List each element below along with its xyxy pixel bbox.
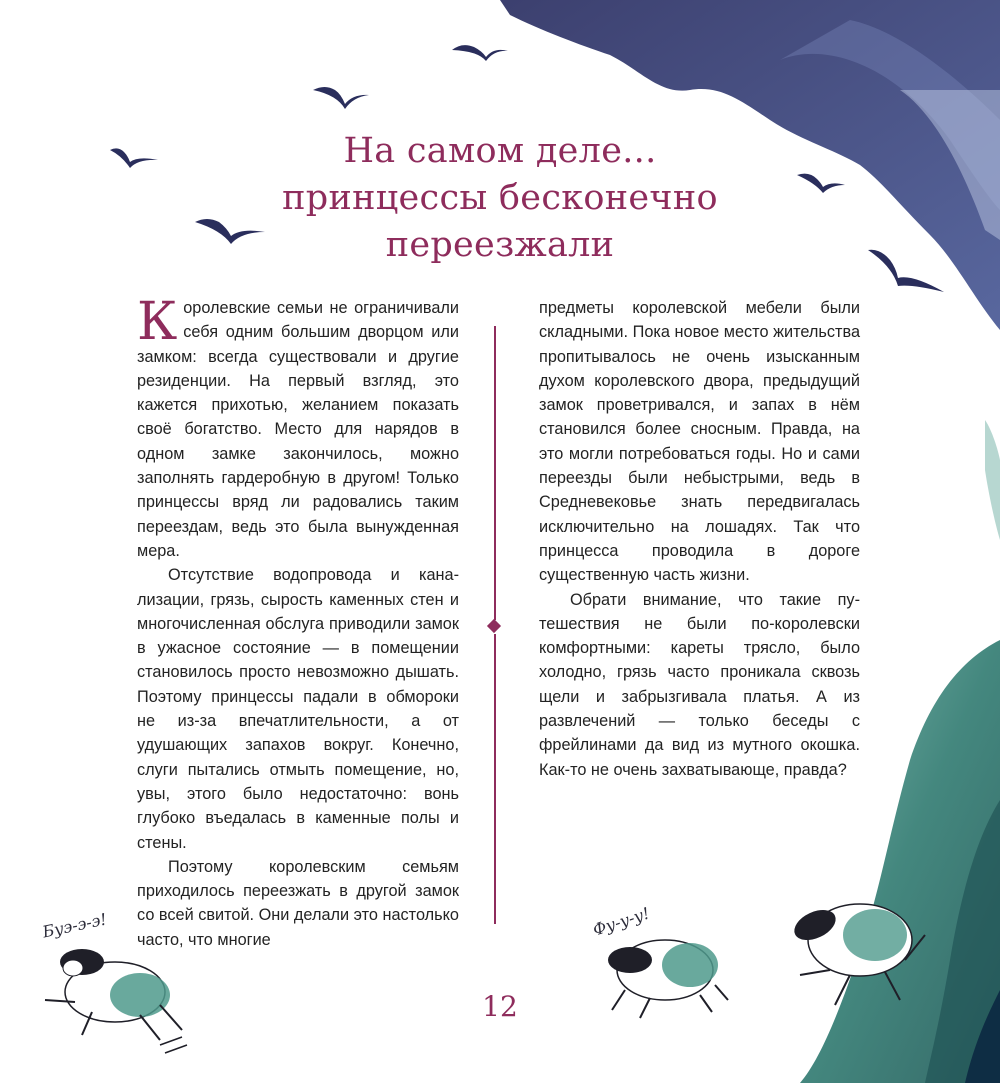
page-title [250,128,750,269]
left-text-column [137,292,459,952]
paragraph: предметы королевской мебели были складными. Пока новое место жительства пропитывалось не очень изысканным духом королевского двора, предыдущий замок проветривался, и запах в нём становился более сносным. Правда, на это могли потребоваться годы. Но и сами переезды были небыстрыми, ведь в Средневековье знать передвигалась исключительно на лошадях. Так что принцесса проводила в дороге существенную часть жизни. [539,299,860,585]
title-line-1: На самом деле... [343,131,657,171]
sheep-right-illustration [608,940,728,1018]
paragraph: Отсутствие водопровода и канализации, грязь, сырость каменных стен и многочисленная обслуга приводили замок в ужасное состояние — в помещении становилось просто невозможно дышать. Поэтому принцессы падали в обмороки не из-за впечатлительности, а от удушающих запахов вокруг. Конечно, слуги пытались отмыть помещение, но, увы, этого было недостаточно: вонь глубоко въедалась в каменные полы и стены. [137,566,459,852]
paragraph [137,292,459,563]
column-divider [494,326,496,620]
sheep-left-illustration [45,949,187,1053]
page-number: 12 [482,990,518,1023]
paragraph: Поэтому королевским семьям приходилось переезжать в другой замок со всей свитой. Они делали это настолько часто, что многие [137,857,459,949]
paragraph: Обрати внимание, что такие путешествия не были по-королевски комфортными: кареты трясло, было холодно, грязь часто проникала сквозь щели и забрызгивала платья. А из развлечений — только беседы с фрейлинами да вид из мутного окошка. Как-то не очень захватывающе, правда? [539,590,860,779]
sheep-left-sound: Буэ-э-э! [40,909,109,942]
title-line-3: переезжали [385,225,615,265]
paragraph-text: оролевские семьи не ограничивали себя одним большим дворцом или замком: всегда существовали и другие резиденции. На первый взгляд, это кажется прихотью, желанием показать своё богатство. Место для нарядов в одном замке закончилось, можно заполнять гардеробную в другом! Только принцессы вряд ли радовались таким переездам, ведь это была вынужденная мера. [137,299,459,560]
sheep-right-sound: Фу-у-у! [590,903,652,940]
right-text-column [539,296,860,782]
title-line-2: принцессы бесконечно [282,178,718,218]
column-divider [494,634,496,924]
drop-cap: К [137,292,178,352]
